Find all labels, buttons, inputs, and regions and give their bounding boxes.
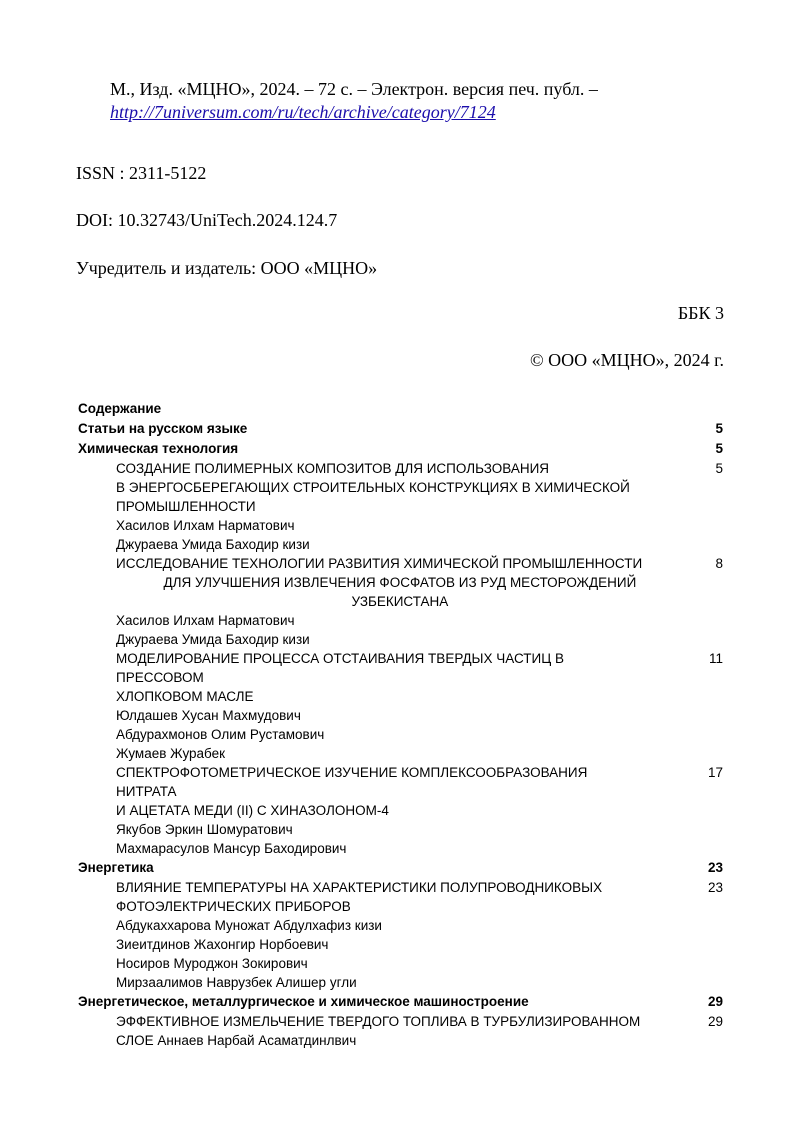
toc-entry-author: Абдукаххарова Муножат Абдулхафиз кизи [116, 918, 382, 933]
toc-entry-page: 8 [715, 556, 723, 571]
toc-entry-author: Хасилов Илхам Нарматович [116, 613, 295, 628]
title-line: СЛОЕ Аннаев Нарбай Асаматдинлвич [116, 1033, 357, 1048]
toc-section-page: 23 [707, 860, 723, 875]
table-of-contents [78, 399, 723, 1050]
toc-entry-page: 11 [708, 651, 723, 666]
issn: ISSN : 2311-5122 [76, 163, 207, 183]
toc-section[interactable] [78, 992, 723, 1012]
founder: Учредитель и издатель: ООО «МЦНО» [76, 258, 378, 278]
toc-entry-author: Джураева Умида Баходир кизи [116, 632, 310, 647]
toc-section[interactable] [78, 858, 723, 878]
title-line: НИТРАТА [116, 784, 177, 799]
title-line: СПЕКТРОФОТОМЕТРИЧЕСКОЕ ИЗУЧЕНИЕ КОМПЛЕКСООБРАЗОВАНИЯ [116, 765, 588, 780]
toc-entry-author: Махмарасулов Мансур Баходирович [116, 841, 347, 856]
toc-entry-page: 23 [707, 880, 723, 895]
toc-entry-page: 5 [715, 461, 723, 476]
toc-entry[interactable] [78, 878, 723, 992]
toc-entry[interactable] [78, 1012, 723, 1050]
toc-entry-author: Хасилов Илхам Нарматович [116, 518, 295, 533]
toc-entry-author: Мирзаалимов Наврузбек Алишер угли [116, 975, 357, 990]
title-line: ИССЛЕДОВАНИЕ ТЕХНОЛОГИИ РАЗВИТИЯ ХИМИЧЕСКОЙ ПРОМЫШЛЕННОСТИ [116, 556, 643, 571]
toc-title: Содержание [78, 401, 162, 416]
toc-entry-page: 17 [707, 765, 723, 780]
title-line: ПРОМЫШЛЕННОСТИ [116, 499, 256, 514]
title-line: ДЛЯ УЛУЧШЕНИЯ ИЗВЛЕЧЕНИЯ ФОСФАТОВ ИЗ РУД МЕСТОРОЖДЕНИЙ [163, 575, 637, 590]
toc-entry-author: Жумаев Журабек [116, 746, 226, 761]
toc-section-label: Энергетика [78, 860, 154, 875]
toc-entry-author: Якубов Эркин Шомуратович [116, 822, 293, 837]
toc-entry-author: Джураева Умида Баходир кизи [116, 537, 310, 552]
title-line: СОЗДАНИЕ ПОЛИМЕРНЫХ КОМПОЗИТОВ ДЛЯ ИСПОЛЬЗОВАНИЯ [116, 461, 550, 476]
toc-section-page: 5 [715, 421, 723, 436]
title-line: ПРЕССОВОМ [116, 670, 204, 685]
toc-entry-author: Абдурахмонов Олим Рустамович [116, 727, 325, 742]
copyright: © ООО «МЦНО», 2024 г. [529, 350, 724, 370]
toc-entry-title [116, 554, 684, 611]
toc-entry-title [116, 763, 684, 820]
toc-entry-title [116, 459, 684, 516]
toc-section-label: Энергетическое, металлургическое и химическое машиностроение [78, 994, 529, 1009]
title-line: ФОТОЭЛЕКТРИЧЕСКИХ ПРИБОРОВ [116, 899, 351, 914]
title-line: В ЭНЕРГОСБЕРЕГАЮЩИХ СТРОИТЕЛЬНЫХ КОНСТРУКЦИЯХ В ХИМИЧЕСКОЙ [116, 480, 630, 495]
title-line: ХЛОПКОВОМ МАСЛЕ [116, 689, 254, 704]
toc-entry-author: Зиеитдинов Жахонгир Норбоевич [116, 937, 329, 952]
toc-entry-title [116, 1012, 684, 1050]
title-line: МОДЕЛИРОВАНИЕ ПРОЦЕССА ОТСТАИВАНИЯ ТВЕРДЫХ ЧАСТИЦ В [116, 651, 564, 666]
title-line: ВЛИЯНИЕ ТЕМПЕРАТУРЫ НА ХАРАКТЕРИСТИКИ ПОЛУПРОВОДНИКОВЫХ [116, 880, 603, 895]
toc-entry-author: Носиров Муроджон Зокирович [116, 956, 308, 971]
archive-link[interactable]: http://7universum.com/ru/tech/archive/category/7124 [110, 102, 496, 122]
toc-entry[interactable] [78, 763, 723, 858]
toc-entry[interactable] [78, 554, 723, 649]
toc-entry[interactable] [78, 649, 723, 763]
toc-entry-page: 29 [707, 1014, 723, 1029]
toc-section-page: 5 [715, 441, 723, 456]
toc-section[interactable] [78, 439, 723, 459]
toc-entry-title [116, 649, 684, 706]
publication-line: М., Изд. «МЦНО», 2024. – 72 с. – Электрон. версия печ. публ. – [110, 79, 598, 99]
toc-section-label: Химическая технология [78, 441, 239, 456]
toc-entry[interactable] [78, 459, 723, 554]
title-line: И АЦЕТАТА МЕДИ (II) С ХИНАЗОЛОНОМ-4 [116, 803, 389, 818]
toc-section-label: Статьи на русском языке [78, 421, 248, 436]
toc-section-page: 29 [707, 994, 723, 1009]
doi: DOI: 10.32743/UniTech.2024.124.7 [76, 210, 338, 230]
bbk: ББК 3 [677, 303, 724, 323]
toc-entry-title [116, 878, 684, 916]
title-line: ЭФФЕКТИВНОЕ ИЗМЕЛЬЧЕНИЕ ТВЕРДОГО ТОПЛИВА В ТУРБУЛИЗИРОВАННОМ [116, 1014, 641, 1029]
publication-info [110, 78, 598, 124]
toc-section[interactable] [78, 419, 723, 439]
title-line: УЗБЕКИСТАНА [351, 594, 449, 609]
toc-entry-author: Юлдашев Хусан Махмудович [116, 708, 301, 723]
